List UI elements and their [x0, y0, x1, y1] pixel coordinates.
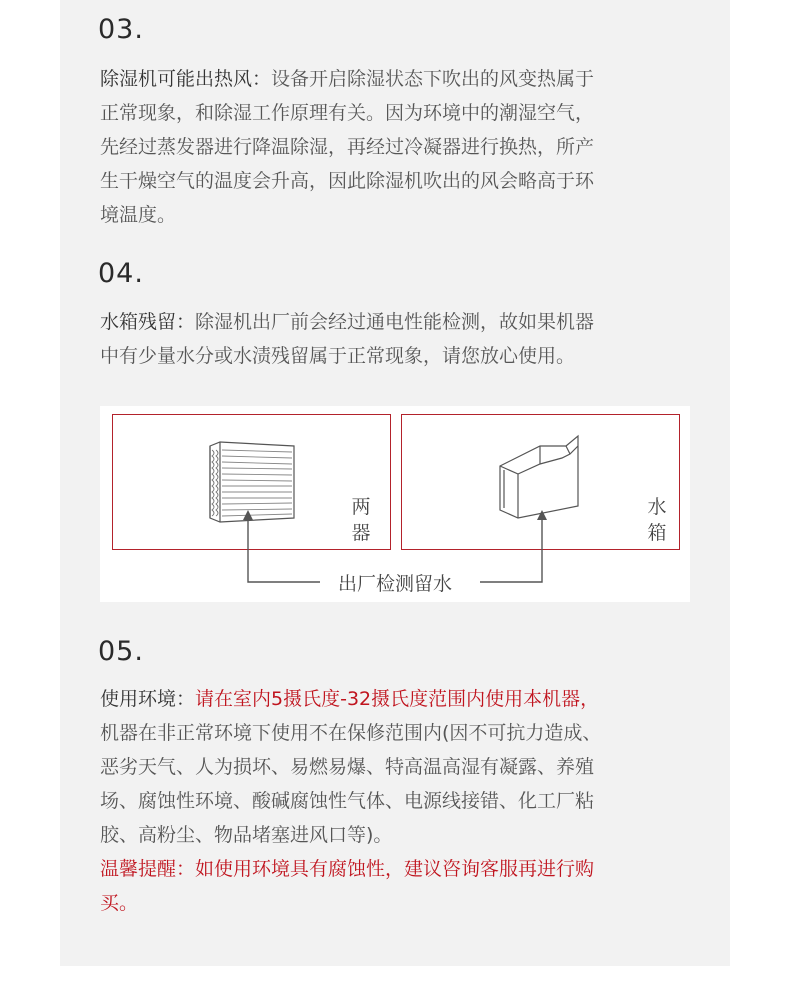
section-number-05: 05. [98, 636, 144, 667]
section-04-lead: 水箱残留： [100, 311, 196, 333]
evaporator-coil-icon [210, 442, 294, 522]
section-number-03: 03. [98, 14, 144, 45]
section-05-temperature-range: 请在室内5摄氏度-32摄氏度范围内使用本机器， [195, 688, 600, 710]
section-04-text [100, 305, 700, 373]
section-05-line-2: 机器在非正常环境下使用不在保修范围内(因不可抗力造成、 [100, 722, 602, 744]
evaporator-label: 两 器 [351, 496, 371, 544]
section-03-line-2: 正常现象，和除湿工作原理有关。因为环境中的潮湿空气， [100, 102, 595, 124]
section-05-line-5: 胶、高粉尘、物品堵塞进风口等)。 [100, 824, 393, 846]
water-tank-icon [500, 436, 578, 518]
section-03-line-3: 先经过蒸发器进行降温除湿，再经过冷凝器进行换热，所产 [100, 136, 595, 158]
section-05-line-3: 恶劣天气、人为损坏、易燃易爆、特高温高湿有凝露、养殖 [100, 756, 595, 778]
section-04-line-1: 水箱残留：除湿机出厂前会经过通电性能检测，故如果机器 [100, 311, 595, 333]
factory-water-figure [100, 406, 690, 602]
section-03-line-1: 除湿机可能出热风：设备开启除湿状态下吹出的风变热属于 [100, 68, 595, 90]
warning-line-1: 温馨提醒：如使用环境具有腐蚀性，建议咨询客服再进行购 [100, 858, 595, 880]
warning-line-2: 买。 [100, 892, 139, 914]
section-03-line-5: 境温度。 [100, 204, 177, 226]
section-03-lead: 除湿机可能出热风： [100, 68, 272, 90]
section-04-line-2: 中有少量水分或水渍残留属于正常现象，请您放心使用。 [100, 345, 576, 367]
section-03-text [100, 62, 700, 232]
section-05-lead: 使用环境： [100, 688, 196, 710]
section-03-line-4: 生干燥空气的温度会升高，因此除湿机吹出的风会略高于环 [100, 170, 595, 192]
section-05-text [100, 682, 700, 920]
figure-caption: 出厂检测留水 [337, 573, 452, 595]
water-tank-label: 水 箱 [647, 496, 667, 544]
section-05-line-1 [100, 682, 700, 716]
section-number-04: 04. [98, 258, 144, 289]
section-05-line-4: 场、腐蚀性环境、酸碱腐蚀性气体、电源线接错、化工厂粘 [100, 790, 595, 812]
